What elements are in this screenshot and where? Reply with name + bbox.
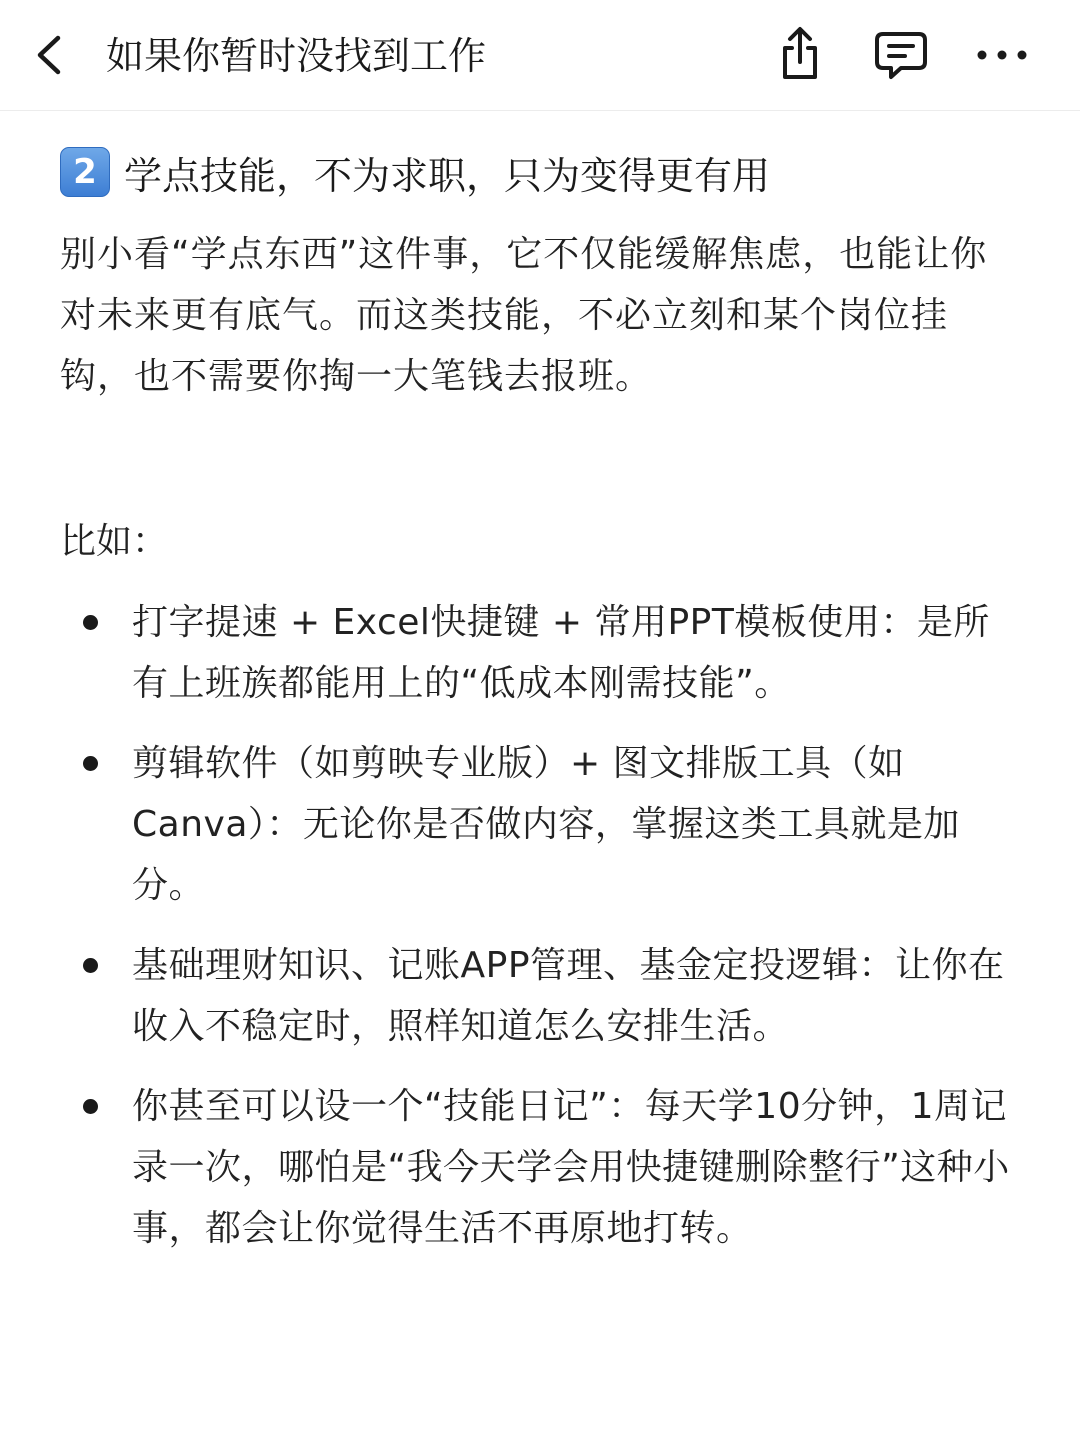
chevron-left-icon: [28, 30, 72, 80]
list-item-text: 打字提速 + Excel快捷键 + 常用PPT模板使用：是所有上班族都能用上的“低成本刚需技能”。: [132, 602, 990, 704]
article-content: [60, 140, 1020, 1278]
lead-text: 比如：: [60, 521, 169, 562]
list-item: [60, 1076, 1020, 1259]
share-icon: [770, 24, 830, 84]
list-item: [60, 733, 1020, 916]
list-item-text: 基础理财知识、记账APP管理、基金定投逻辑：让你在收入不稳定时，照样知道怎么安排生活。: [132, 945, 1005, 1047]
bullet-dot: [83, 756, 98, 771]
list-item: [60, 592, 1020, 714]
list-item: [60, 935, 1020, 1057]
number-badge: 2: [60, 147, 110, 197]
back-button[interactable]: [28, 30, 72, 80]
skill-list: [60, 592, 1020, 1259]
comment-button[interactable]: [871, 24, 931, 84]
list-item-text: 你甚至可以设一个“技能日记”：每天学10分钟，1周记录一次，哪怕是“我今天学会用快捷键删除整行”这种小事，都会让你觉得生活不再原地打转。: [132, 1086, 1010, 1249]
page-title: 如果你暂时没找到工作: [106, 34, 487, 78]
top-nav-bar: [0, 0, 1080, 111]
bullet-dot: [83, 958, 98, 973]
bullet-dot: [83, 615, 98, 630]
list-item-text: 剪辑软件（如剪映专业版）+ 图文排版工具（如Canva）：无论你是否做内容，掌握这类工具就是加分。: [132, 743, 960, 906]
share-button[interactable]: [770, 24, 830, 84]
more-button[interactable]: [972, 24, 1032, 84]
intro-paragraph: 别小看“学点东西”这件事，它不仅能缓解焦虑，也能让你对未来更有底气。而这类技能，不必立刻和某个岗位挂钩，也不需要你掏一大笔钱去报班。: [60, 234, 988, 397]
more-horizontal-icon: [972, 24, 1032, 84]
section-heading: [60, 140, 1020, 204]
bullet-dot: [83, 1099, 98, 1114]
section-heading-text: 学点技能，不为求职，只为变得更有用: [124, 153, 771, 198]
comment-icon: [871, 24, 931, 84]
